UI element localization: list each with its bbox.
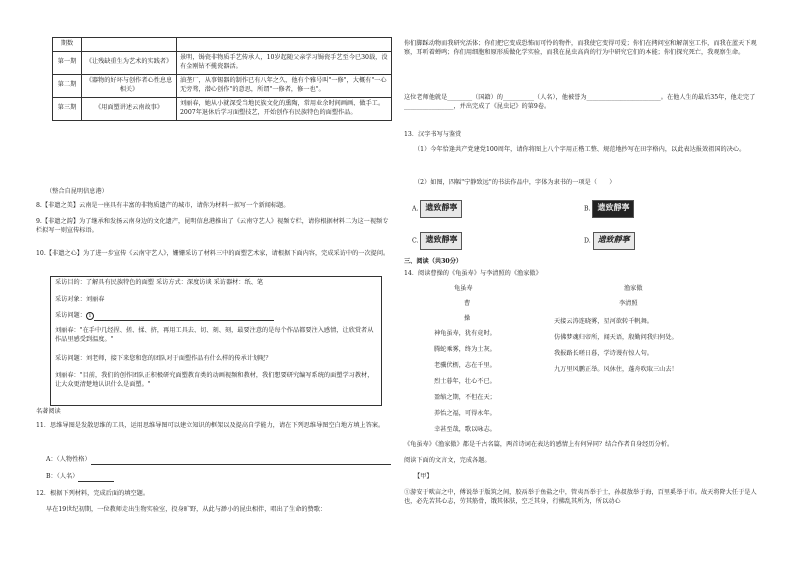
question-8: 8.【非遗之美】云南是一座具有丰富的非物质遗产的城市，请你为材料一拟写一个新闻标题。 [36, 202, 290, 209]
poem1-dynasty: 曹 [464, 300, 471, 307]
question-12: 12．根据下列材料，完成后面的填空题。 [36, 490, 150, 497]
question-12-text: 早在19世纪初期，一位教师走出生物实验室，投身旷野，从此与渺小的昆虫相伴，唱出了生命的赞歌： [46, 506, 327, 513]
question-10: 10.【非遗之心】为了进一步宣传《云南守艺人》，姗姗采访了材料三中的面塑艺术家，请根据下面内容，完成采访中的一次提问。 [36, 250, 390, 257]
poem2-author: 李清照 [619, 300, 638, 307]
section-3-title: 三、阅读（共30分） [404, 258, 463, 265]
question-13-1: （1）今年恰逢共产党建党100周年，请你将图上八个字用正楷工整、规范地抄写在田字格内，以此表达报效祖国的决心。 [414, 146, 746, 153]
poem1-line: 养怡之福，可得永年。 [434, 410, 496, 417]
option-c[interactable]: C. 遗致靜寧 [412, 232, 462, 250]
poem1-line: 盈缩之期，不但在天； [434, 394, 496, 401]
q11-b-blank[interactable] [78, 481, 114, 482]
poem2-line: 天接云涛连晓雾，星河欲转千帆舞。 [554, 318, 653, 325]
section-reading: 名著阅读 [36, 408, 61, 415]
table-header-row [53, 38, 392, 52]
poem2-line: 我报路长嗟日暮，学诗谩有惊人句。 [554, 350, 653, 357]
poem1-line: 腾蛇乘雾，终为土灰。 [434, 346, 496, 353]
poem2-line: 仿佛梦魂归帝所，闻天语，殷勤问我归何处。 [554, 334, 678, 341]
content-cell: 景明，锔瓷非物质手艺传承人，10岁起随父亲学习锔瓷手艺至今已30载，没有金刚钻不揽瓷器活。 [177, 51, 392, 74]
question-11: 11．思维导图是发散思维的工具，运用思维导图可以建立知识的框架以及提高自学能力，请在下列思维导图空白地方填上答案。 [36, 422, 385, 429]
interview-purpose: 采访目的：了解具有民族特色的面塑 采访方式：深度访谈 采访器材：纸、笔 [55, 279, 264, 286]
left-column [32, 0, 394, 561]
interview-question: 采访问题： 1 [55, 312, 274, 321]
q15-intro: 阅读下面的文言文，完成各题。 [404, 457, 491, 464]
option-b[interactable]: B. 遗致靜寧 [584, 200, 634, 218]
q11-a: A：（人物性格） [46, 456, 391, 465]
poem1-line: 烈士暮年，壮心不已。 [434, 378, 496, 385]
section-jia: 【甲】 [414, 473, 433, 480]
calligraphy-image-a: 遗致靜寧 [420, 200, 462, 218]
question-14: 14．阅读曹操的《龟虽寿》与李清照的《渔家傲》 [404, 270, 542, 277]
blank-1-marker: 1 [86, 312, 94, 320]
passage-paragraph: 你们脚踩动物而我研究活体；你们把它变成恐怖而可怜的物件，而我使它变得可爱；你们在拷问室和解剖室工作，而我在蓝天下观察，耳听着蝉鸣；你们用细胞和原形质做化学实验，而我在昆虫高尚的行为中研究它们的本能；你们探究死亡，我观察生命。 [404, 40, 757, 56]
period-cell: 第三期 [53, 97, 82, 120]
interview-object: 采访对象：刘丽春 [55, 296, 105, 303]
poem1-title: 龟虽寿 [454, 285, 473, 292]
poem2-title: 渔家傲 [624, 285, 643, 292]
poem2-line: 九万里风鹏正举。风休住，蓬舟吹取三山去！ [554, 366, 678, 373]
table-row [53, 74, 392, 97]
table-header-cell: 期数 [53, 38, 82, 52]
period-cell: 第一期 [53, 51, 82, 74]
title-cell: 《让残缺重生为艺术的实践者》 [82, 51, 177, 74]
info-table [52, 37, 392, 121]
content-cell: 刘丽春，她从小就深受当地民族文化的熏陶，常用业余时间画画、做手工。2007年退休后学习面塑技艺，开始创作有民族特色的面塑作品。 [177, 97, 392, 120]
period-cell: 第二期 [53, 74, 82, 97]
question-14-ask: 《龟虽寿》《渔家傲》都是千古名篇，两首诗词在表达的感情上有何异同？结合作者自身经历分析。 [404, 441, 674, 448]
title-cell: 《器物的好坏与创作者心性息息相关》 [82, 74, 177, 97]
interview-question-2: 采访问题：刘老师，接下来您和您的团队对于面塑作品有什么样的传承计划呢？ [55, 355, 272, 362]
poem1-line: 幸甚至哉，歌以咏志。 [434, 426, 496, 433]
table-caption: （整合自昆明信息港） [46, 188, 108, 195]
question-13-2: （2）如图，四幅"宁静致远"的书法作品中，字体为隶书的一项是（ ） [414, 179, 616, 186]
calligraphy-image-d: 遗致靜寧 [593, 232, 635, 250]
answer-blank[interactable] [94, 320, 274, 321]
interview-answer-1: 刘丽春："在手中几经捏、搓、揉、挤，再用工具去、切、刻、刻，最要注意的是每个作品都要注入感情，让欣赏者从作品里感受到温度。" [55, 327, 374, 343]
question-13: 13．汉字书写与鉴赏 [404, 131, 462, 138]
poem1-author: 操 [464, 315, 471, 322]
interview-box [50, 276, 382, 406]
calligraphy-image-b: 遗致靜寧 [592, 200, 634, 218]
interview-answer-2: 刘丽春："目前，我们的创作团队正积极研究面塑教育类的动画视频和教材，我们想要研究编写系统的面塑学习教材，让大众更清楚地认识什么是面塑。" [55, 372, 374, 388]
poem1-line: 老骥伏枥，志在千里。 [434, 362, 496, 369]
q11-a-blank[interactable] [91, 464, 391, 465]
option-a[interactable]: A. 遗致靜寧 [412, 200, 462, 218]
classical-text: ①游安于畎亩之中，傅说举于版筑之间，胶鬲举于鱼盐之中，管夷吾举于士，孙叔敖举于海，百里奚举于市。故天将降大任于是人也，必先苦其心志，劳其筋骨，饿其体肤，空乏其身，行拂乱其所为，所以动心 [404, 489, 757, 505]
q11-b: B：（人名） [46, 473, 114, 482]
calligraphy-image-c: 遗致靜寧 [420, 232, 462, 250]
table-row [53, 51, 392, 74]
table-row [53, 97, 392, 120]
right-column [404, 0, 766, 561]
question-9: 9.【非遗之韵】为了继承和发扬云南身边的文化遗产，昆明信息港推出了《云南守艺人》视频专栏，请你根据材料二为这一视频专栏拟写一则宣传标语。 [36, 218, 389, 234]
poem1-line: 神龟虽寿，犹有竟时。 [434, 330, 496, 337]
fill-in-question: 这位老师他就是________（国籍）的__________（人名），他被誉为________________________。在他人生的最后35年，他走完了________________，并出完成了《昆虫记》的第9卷。 [404, 94, 756, 110]
option-d[interactable]: D. 遗致靜寧 [584, 232, 635, 250]
content-cell: 油垄厂，从事锡器的制作已有八年之久，他有个雅号叫"一修"，大概有"一心无旁骛，潜心创作"的意思，所谓"一修者，修一也"。 [177, 74, 392, 97]
title-cell: 《用面塑讲述云南故事》 [82, 97, 177, 120]
